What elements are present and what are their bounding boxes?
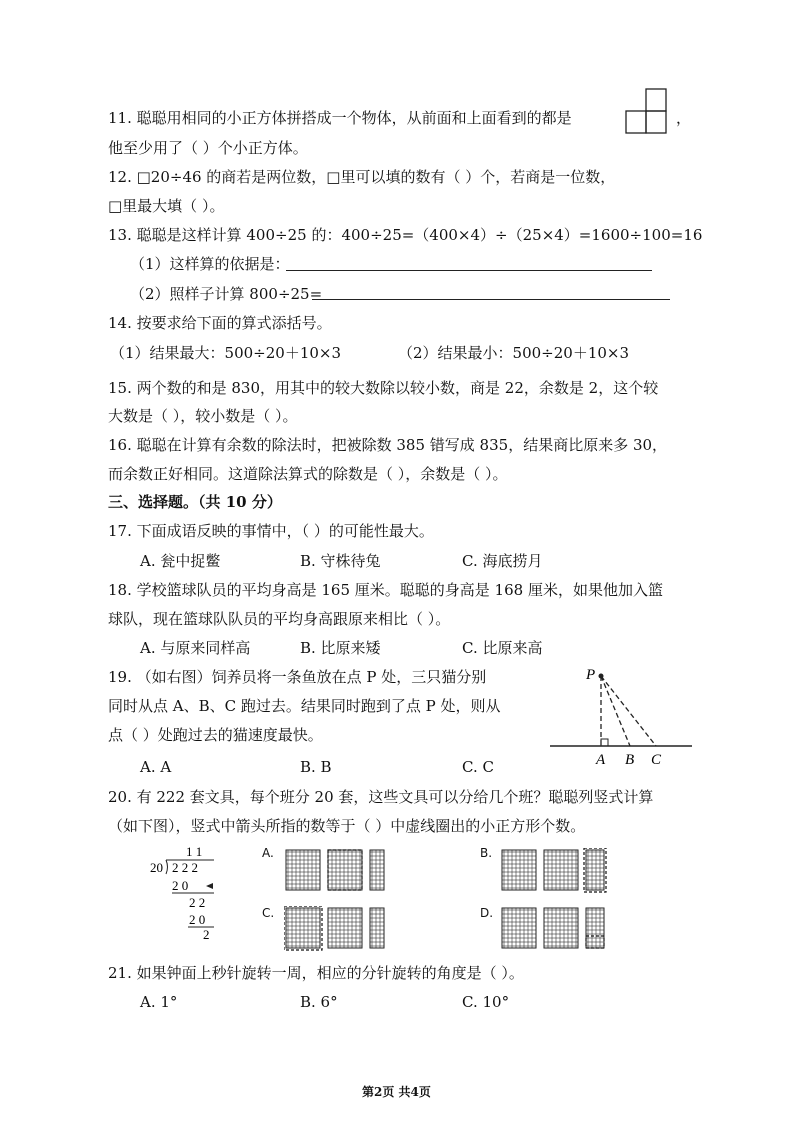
point-p (599, 674, 604, 679)
q17-option-a[interactable]: A. 瓮中捉鳖 (140, 552, 221, 570)
right-angle-mark (601, 739, 608, 746)
q20-option-c-grid[interactable] (284, 906, 399, 954)
q20-line1: 20. 有 222 套文具，每个班分 20 套，这些文具可以分给几个班？聪聪列竖式计算 (108, 788, 654, 806)
q15-line1: 15. 两个数的和是 830，用其中的较大数除以较小数，商是 22，余数是 2，这个较 (108, 379, 659, 397)
label-b: B (625, 752, 635, 768)
divisor: 20 (150, 860, 163, 875)
label-a: A (596, 752, 606, 768)
q16-line1: 16. 聪聪在计算有余数的除法时，把被除数 385 错写成 835，结果商比原来多 30， (108, 436, 668, 454)
arrow-icon (206, 883, 213, 889)
q19-option-a[interactable]: A. A (140, 758, 172, 776)
q20-option-b-label[interactable]: B. (480, 846, 493, 860)
section-heading: 三、选择题。（共 10 分） (108, 493, 282, 511)
segment-pb (601, 676, 630, 746)
q20-option-a-grid[interactable] (284, 848, 399, 896)
q18-option-a[interactable]: A. 与原来同样高 (140, 639, 251, 657)
q13-answer-line-2[interactable] (312, 299, 670, 300)
q14-line1: 14. 按要求给下面的算式添括号。 (108, 314, 332, 332)
q16-line2: 而余数正好相同。这道除法算式的除数是（ ），余数是（ ）。 (108, 465, 508, 483)
q18-option-b[interactable]: B. 比原来矮 (300, 639, 381, 657)
q18-option-c[interactable]: C. 比原来高 (462, 639, 543, 657)
q11-line1: 11. 聪聪用相同的小正方体拼搭成一个物体，从前面和上面看到的都是 (108, 109, 572, 127)
q20-option-a-label[interactable]: A. (262, 846, 274, 860)
q18-line1: 18. 学校篮球队员的平均身高是 165 厘米。聪聪的身高是 168 厘米，如果他加入篮 (108, 581, 663, 599)
step1: 2 0 (172, 878, 189, 893)
remainder: 2 (203, 927, 210, 942)
segment-pc (601, 676, 656, 746)
q17-line1: 17. 下面成语反映的事情中，（ ）的可能性最大。 (108, 522, 434, 540)
q21-option-b[interactable]: B. 6° (300, 993, 338, 1011)
q20-option-b-grid[interactable] (500, 848, 625, 896)
q20-line2: （如下图），竖式中箭头所指的数等于（ ）中虚线圈出的小正方形个数。 (108, 817, 586, 835)
q12-line1: 12. □20÷46 的商若是两位数，□里可以填的数有（ ）个，若商是一位数， (108, 168, 616, 186)
quotient: 1 1 (186, 844, 203, 859)
q14-sub1: （1）结果最大：500÷20＋10×3 (110, 344, 342, 362)
q20-option-c-label[interactable]: C. (262, 906, 275, 920)
q18-line2: 球队，现在篮球队队员的平均身高跟原来相比（ ）。 (108, 610, 451, 628)
dividend: 2 2 2 (172, 860, 198, 875)
cat-distance-figure (548, 664, 698, 768)
q19-line1: 19. （如右图）饲养员将一条鱼放在点 P 处，三只猫分别 (108, 668, 487, 686)
page-footer: 第2页 共4页 (362, 1085, 431, 1099)
q19-line2: 同时从点 A、B、C 跑过去。结果同时跑到了点 P 处，则从 (108, 697, 501, 715)
q21-option-c[interactable]: C. 10° (462, 993, 510, 1011)
q13-line1: 13. 聪聪是这样计算 400÷25 的：400÷25=（400×4）÷（25×4）=1600÷100=16 (108, 226, 703, 244)
q13-sub2: （2）照样子计算 800÷25= (130, 285, 323, 303)
q17-option-b[interactable]: B. 守株待兔 (300, 552, 381, 570)
q19-option-b[interactable]: B. B (300, 758, 332, 776)
q11-comma: ， (676, 109, 692, 127)
long-division-figure (148, 843, 228, 943)
label-c: C (651, 752, 662, 768)
q13-answer-line-1[interactable] (286, 270, 652, 271)
step3: 2 0 (189, 912, 206, 927)
cube-view-figure (620, 86, 676, 138)
q14-sub2: （2）结果最小：500÷20＋10×3 (398, 344, 630, 362)
q15-line2: 大数是（ ），较小数是（ ）。 (108, 407, 298, 425)
q13-sub1: （1）这样算的依据是： (130, 255, 290, 273)
q20-option-d-label[interactable]: D. (480, 906, 494, 920)
label-p: P (586, 667, 596, 683)
q11-line2: 他至少用了（ ）个小正方体。 (108, 139, 308, 157)
step2: 2 2 (189, 895, 206, 910)
q12-line2: □里最大填（ ）。 (108, 197, 225, 215)
q17-option-c[interactable]: C. 海底捞月 (462, 552, 543, 570)
q21-line1: 21. 如果钟面上秒针旋转一周，相应的分针旋转的角度是（ ）。 (108, 964, 524, 982)
q20-option-d-grid[interactable] (500, 906, 625, 954)
q19-line3: 点（ ）处跑过去的猫速度最快。 (108, 726, 323, 744)
q21-option-a[interactable]: A. 1° (140, 993, 178, 1011)
q19-option-c[interactable]: C. C (462, 758, 494, 776)
